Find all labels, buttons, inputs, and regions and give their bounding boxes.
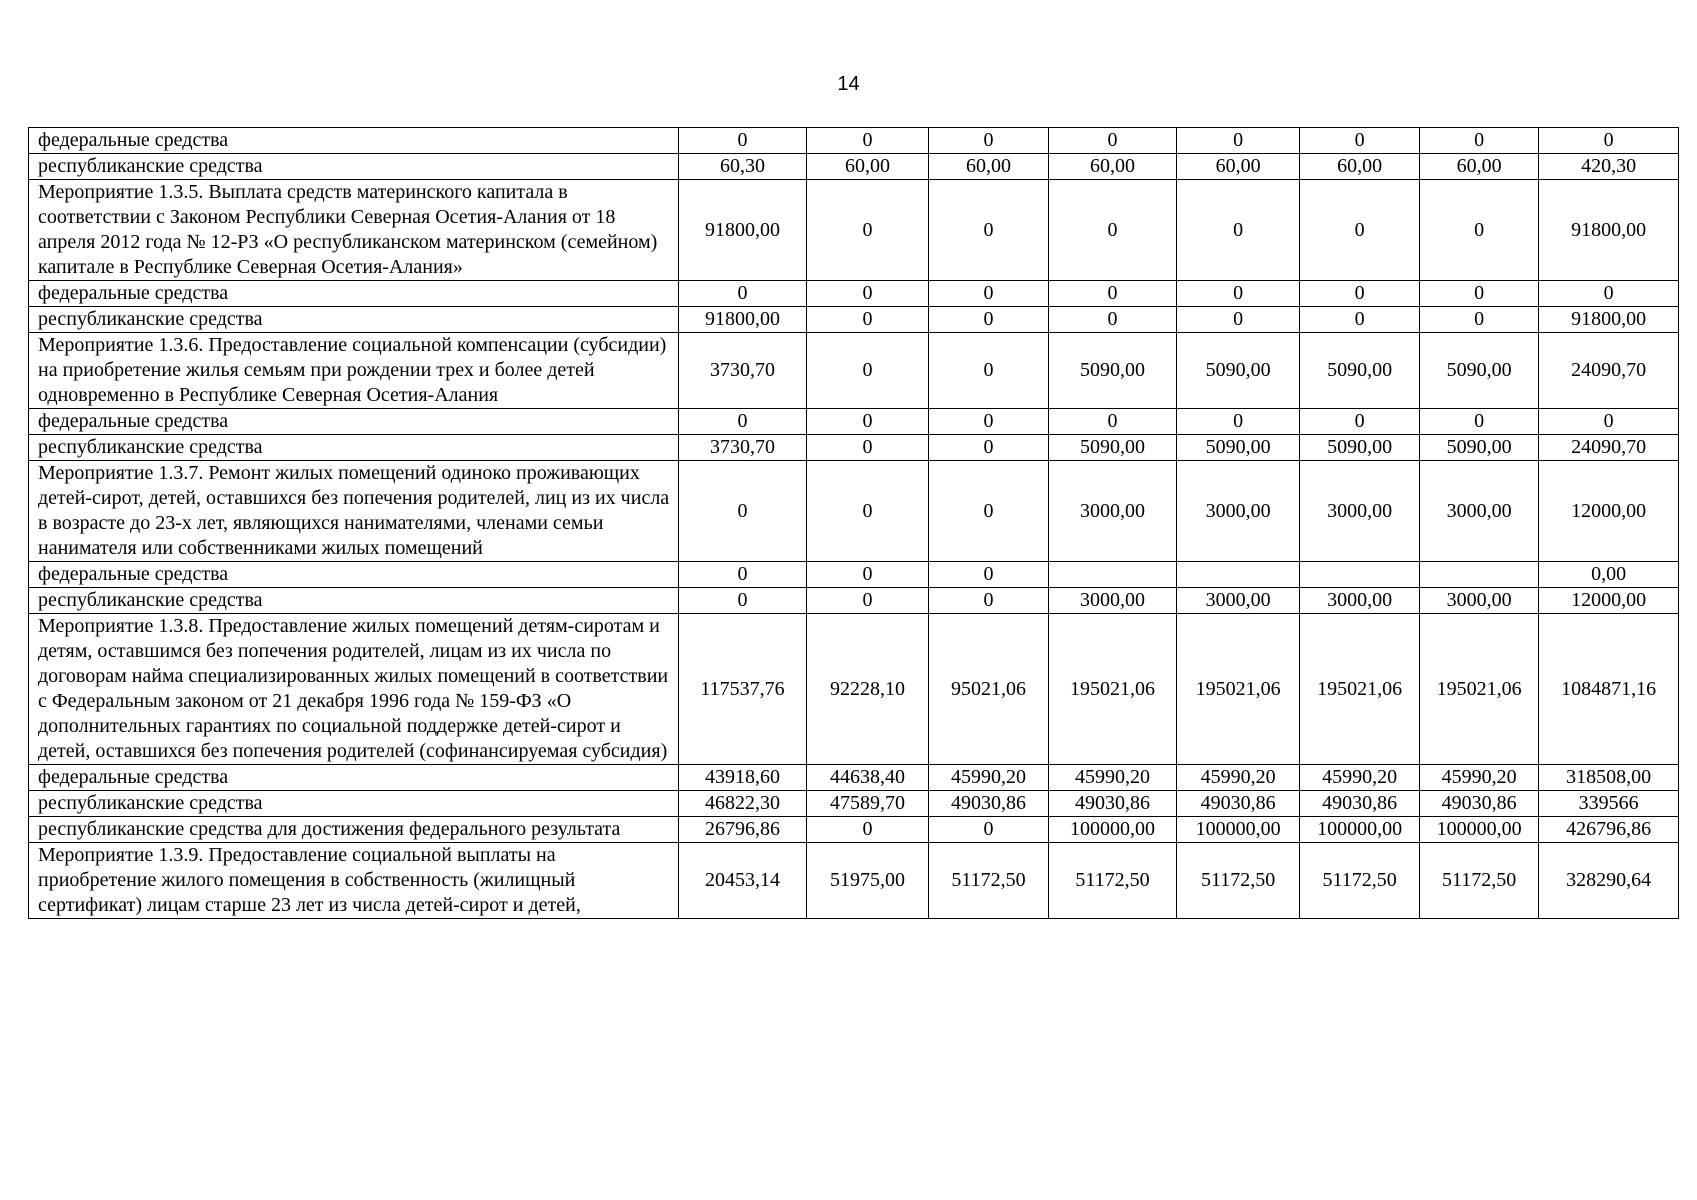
year-value-cell: 0 xyxy=(1419,307,1539,333)
year-value-cell: 51172,50 xyxy=(928,843,1049,919)
year-value-cell: 0 xyxy=(1419,409,1539,435)
funding-source-label-cell: республиканские средства для достижения федерального результата xyxy=(29,817,679,843)
year-value-cell: 0 xyxy=(1176,281,1300,307)
year-value-cell: 100000,00 xyxy=(1176,817,1300,843)
year-value-cell: 100000,00 xyxy=(1049,817,1177,843)
year-value-cell: 0 xyxy=(928,180,1049,281)
year-value-cell: 0 xyxy=(1300,307,1420,333)
year-value-cell: 0 xyxy=(807,128,929,154)
year-value-cell: 5090,00 xyxy=(1176,333,1300,409)
year-value-cell: 195021,06 xyxy=(1419,614,1539,765)
year-value-cell: 0 xyxy=(1300,281,1420,307)
measure-label-cell: Мероприятие 1.3.8. Предоставление жилых помещений детям-сиротам и детям, оставшимся без попечения родителей, лицам из их числа по договорам найма специализированных жилых помещений в соответствии с Федеральным законом от 21 декабря 1996 года № 159-ФЗ «О дополнительных гарантиях по социальной поддержке детей-сирот и детей, оставшихся без попечения родителей (софинансируемая субсидия) xyxy=(29,614,679,765)
year-value-cell: 49030,86 xyxy=(1049,791,1177,817)
year-value-cell: 5090,00 xyxy=(1419,435,1539,461)
funding-source-label-cell: федеральные средства xyxy=(29,562,679,588)
budget-table-body xyxy=(29,128,1679,919)
total-value-cell: 0,00 xyxy=(1539,562,1679,588)
year-value-cell: 0 xyxy=(1049,409,1177,435)
year-value-cell: 0 xyxy=(807,333,929,409)
funding-source-row xyxy=(29,281,1679,307)
year-value-cell: 0 xyxy=(678,409,807,435)
total-value-cell: 328290,64 xyxy=(1539,843,1679,919)
funding-source-label-cell: республиканские средства xyxy=(29,154,679,180)
year-value-cell: 46822,30 xyxy=(678,791,807,817)
year-value-cell: 0 xyxy=(928,461,1049,562)
year-value-cell: 5090,00 xyxy=(1300,435,1420,461)
year-value-cell: 0 xyxy=(807,562,929,588)
year-value-cell xyxy=(1176,562,1300,588)
year-value-cell: 60,00 xyxy=(807,154,929,180)
year-value-cell: 91800,00 xyxy=(678,307,807,333)
year-value-cell: 5090,00 xyxy=(1300,333,1420,409)
measure-label-cell: Мероприятие 1.3.9. Предоставление социальной выплаты на приобретение жилого помещения в собственность (жилищный сертификат) лицам старше 23 лет из числа детей-сирот и детей, xyxy=(29,843,679,919)
year-value-cell: 45990,20 xyxy=(1176,765,1300,791)
year-value-cell: 44638,40 xyxy=(807,765,929,791)
funding-source-label-cell: федеральные средства xyxy=(29,128,679,154)
year-value-cell: 0 xyxy=(1176,128,1300,154)
year-value-cell: 0 xyxy=(1300,409,1420,435)
funding-source-label-cell: республиканские средства xyxy=(29,435,679,461)
funding-source-label-cell: республиканские средства xyxy=(29,588,679,614)
year-value-cell: 3000,00 xyxy=(1300,588,1420,614)
year-value-cell: 0 xyxy=(928,562,1049,588)
year-value-cell: 92228,10 xyxy=(807,614,929,765)
year-value-cell: 0 xyxy=(678,588,807,614)
year-value-cell: 60,00 xyxy=(1300,154,1420,180)
funding-source-label-cell: республиканские средства xyxy=(29,791,679,817)
year-value-cell: 43918,60 xyxy=(678,765,807,791)
measure-row xyxy=(29,461,1679,562)
year-value-cell: 0 xyxy=(1419,128,1539,154)
total-value-cell: 24090,70 xyxy=(1539,333,1679,409)
funding-source-row xyxy=(29,588,1679,614)
total-value-cell: 91800,00 xyxy=(1539,180,1679,281)
funding-source-row xyxy=(29,154,1679,180)
year-value-cell: 0 xyxy=(807,307,929,333)
year-value-cell: 51172,50 xyxy=(1049,843,1177,919)
year-value-cell: 91800,00 xyxy=(678,180,807,281)
funding-source-label-cell: федеральные средства xyxy=(29,409,679,435)
year-value-cell: 0 xyxy=(807,435,929,461)
funding-source-row xyxy=(29,409,1679,435)
year-value-cell: 0 xyxy=(678,562,807,588)
year-value-cell: 0 xyxy=(1176,307,1300,333)
total-value-cell: 318508,00 xyxy=(1539,765,1679,791)
year-value-cell: 0 xyxy=(928,333,1049,409)
year-value-cell: 0 xyxy=(678,281,807,307)
year-value-cell: 3000,00 xyxy=(1300,461,1420,562)
year-value-cell: 0 xyxy=(1419,281,1539,307)
year-value-cell: 0 xyxy=(1049,307,1177,333)
year-value-cell: 49030,86 xyxy=(928,791,1049,817)
budget-table xyxy=(28,127,1679,919)
year-value-cell xyxy=(1049,562,1177,588)
year-value-cell: 100000,00 xyxy=(1419,817,1539,843)
year-value-cell: 0 xyxy=(678,128,807,154)
year-value-cell: 0 xyxy=(1049,281,1177,307)
year-value-cell: 0 xyxy=(928,817,1049,843)
year-value-cell: 0 xyxy=(1176,409,1300,435)
total-value-cell: 0 xyxy=(1539,409,1679,435)
year-value-cell: 45990,20 xyxy=(1300,765,1420,791)
year-value-cell: 5090,00 xyxy=(1176,435,1300,461)
year-value-cell xyxy=(1300,562,1420,588)
year-value-cell: 0 xyxy=(1419,180,1539,281)
year-value-cell: 0 xyxy=(807,588,929,614)
year-value-cell: 3000,00 xyxy=(1419,461,1539,562)
year-value-cell: 0 xyxy=(1049,128,1177,154)
year-value-cell: 3000,00 xyxy=(1176,461,1300,562)
measure-row xyxy=(29,843,1679,919)
year-value-cell: 49030,86 xyxy=(1300,791,1420,817)
year-value-cell: 45990,20 xyxy=(1049,765,1177,791)
measure-label-cell: Мероприятие 1.3.6. Предоставление социальной компенсации (субсидии) на приобретение жилья семьям при рождении трех и более детей одновременно в Республике Северная Осетия-Алания xyxy=(29,333,679,409)
year-value-cell: 26796,86 xyxy=(678,817,807,843)
total-value-cell: 420,30 xyxy=(1539,154,1679,180)
measure-row xyxy=(29,180,1679,281)
year-value-cell: 195021,06 xyxy=(1176,614,1300,765)
year-value-cell: 0 xyxy=(678,461,807,562)
total-value-cell: 0 xyxy=(1539,281,1679,307)
year-value-cell: 0 xyxy=(807,180,929,281)
funding-source-row xyxy=(29,128,1679,154)
year-value-cell: 0 xyxy=(1049,180,1177,281)
funding-source-row xyxy=(29,307,1679,333)
year-value-cell: 51172,50 xyxy=(1419,843,1539,919)
year-value-cell: 47589,70 xyxy=(807,791,929,817)
year-value-cell: 5090,00 xyxy=(1049,435,1177,461)
funding-source-label-cell: федеральные средства xyxy=(29,281,679,307)
year-value-cell: 3000,00 xyxy=(1176,588,1300,614)
year-value-cell: 20453,14 xyxy=(678,843,807,919)
measure-label-cell: Мероприятие 1.3.7. Ремонт жилых помещений одиноко проживающих детей-сирот, детей, оставшихся без попечения родителей, лиц из их числа в возрасте до 23-х лет, являющихся нанимателями, членами семьи нанимателя или собственниками жилых помещений xyxy=(29,461,679,562)
year-value-cell: 51172,50 xyxy=(1300,843,1420,919)
year-value-cell: 0 xyxy=(807,461,929,562)
measure-row xyxy=(29,333,1679,409)
year-value-cell: 0 xyxy=(928,409,1049,435)
year-value-cell: 3000,00 xyxy=(1049,588,1177,614)
year-value-cell: 0 xyxy=(1300,128,1420,154)
year-value-cell: 0 xyxy=(1300,180,1420,281)
total-value-cell: 24090,70 xyxy=(1539,435,1679,461)
year-value-cell: 60,00 xyxy=(1049,154,1177,180)
year-value-cell: 0 xyxy=(1176,180,1300,281)
total-value-cell: 1084871,16 xyxy=(1539,614,1679,765)
year-value-cell xyxy=(1419,562,1539,588)
year-value-cell: 5090,00 xyxy=(1049,333,1177,409)
measure-row xyxy=(29,614,1679,765)
measure-label-cell: Мероприятие 1.3.5. Выплата средств материнского капитала в соответствии с Законом Республики Северная Осетия-Алания от 18 апреля 2012 года № 12-РЗ «О республиканском материнском (семейном) капитале в Республике Северная Осетия-Алания» xyxy=(29,180,679,281)
year-value-cell: 3730,70 xyxy=(678,333,807,409)
year-value-cell: 3000,00 xyxy=(1049,461,1177,562)
year-value-cell: 0 xyxy=(807,281,929,307)
total-value-cell: 0 xyxy=(1539,128,1679,154)
funding-source-row xyxy=(29,817,1679,843)
total-value-cell: 91800,00 xyxy=(1539,307,1679,333)
year-value-cell: 0 xyxy=(928,588,1049,614)
year-value-cell: 60,00 xyxy=(1176,154,1300,180)
funding-source-row xyxy=(29,765,1679,791)
year-value-cell: 0 xyxy=(807,817,929,843)
year-value-cell: 0 xyxy=(928,435,1049,461)
year-value-cell: 0 xyxy=(928,128,1049,154)
page-number: 14 xyxy=(837,73,860,95)
year-value-cell: 51975,00 xyxy=(807,843,929,919)
year-value-cell: 0 xyxy=(928,281,1049,307)
total-value-cell: 12000,00 xyxy=(1539,461,1679,562)
year-value-cell: 3000,00 xyxy=(1419,588,1539,614)
year-value-cell: 195021,06 xyxy=(1300,614,1420,765)
funding-source-row xyxy=(29,435,1679,461)
funding-source-label-cell: республиканские средства xyxy=(29,307,679,333)
year-value-cell: 45990,20 xyxy=(928,765,1049,791)
year-value-cell: 0 xyxy=(928,307,1049,333)
year-value-cell: 5090,00 xyxy=(1419,333,1539,409)
funding-source-label-cell: федеральные средства xyxy=(29,765,679,791)
year-value-cell: 195021,06 xyxy=(1049,614,1177,765)
year-value-cell: 60,30 xyxy=(678,154,807,180)
year-value-cell: 60,00 xyxy=(1419,154,1539,180)
total-value-cell: 426796,86 xyxy=(1539,817,1679,843)
year-value-cell: 0 xyxy=(807,409,929,435)
year-value-cell: 95021,06 xyxy=(928,614,1049,765)
funding-source-row xyxy=(29,791,1679,817)
total-value-cell: 339566 xyxy=(1539,791,1679,817)
year-value-cell: 100000,00 xyxy=(1300,817,1420,843)
year-value-cell: 49030,86 xyxy=(1419,791,1539,817)
year-value-cell: 60,00 xyxy=(928,154,1049,180)
year-value-cell: 45990,20 xyxy=(1419,765,1539,791)
year-value-cell: 49030,86 xyxy=(1176,791,1300,817)
year-value-cell: 117537,76 xyxy=(678,614,807,765)
total-value-cell: 12000,00 xyxy=(1539,588,1679,614)
year-value-cell: 3730,70 xyxy=(678,435,807,461)
year-value-cell: 51172,50 xyxy=(1176,843,1300,919)
funding-source-row xyxy=(29,562,1679,588)
